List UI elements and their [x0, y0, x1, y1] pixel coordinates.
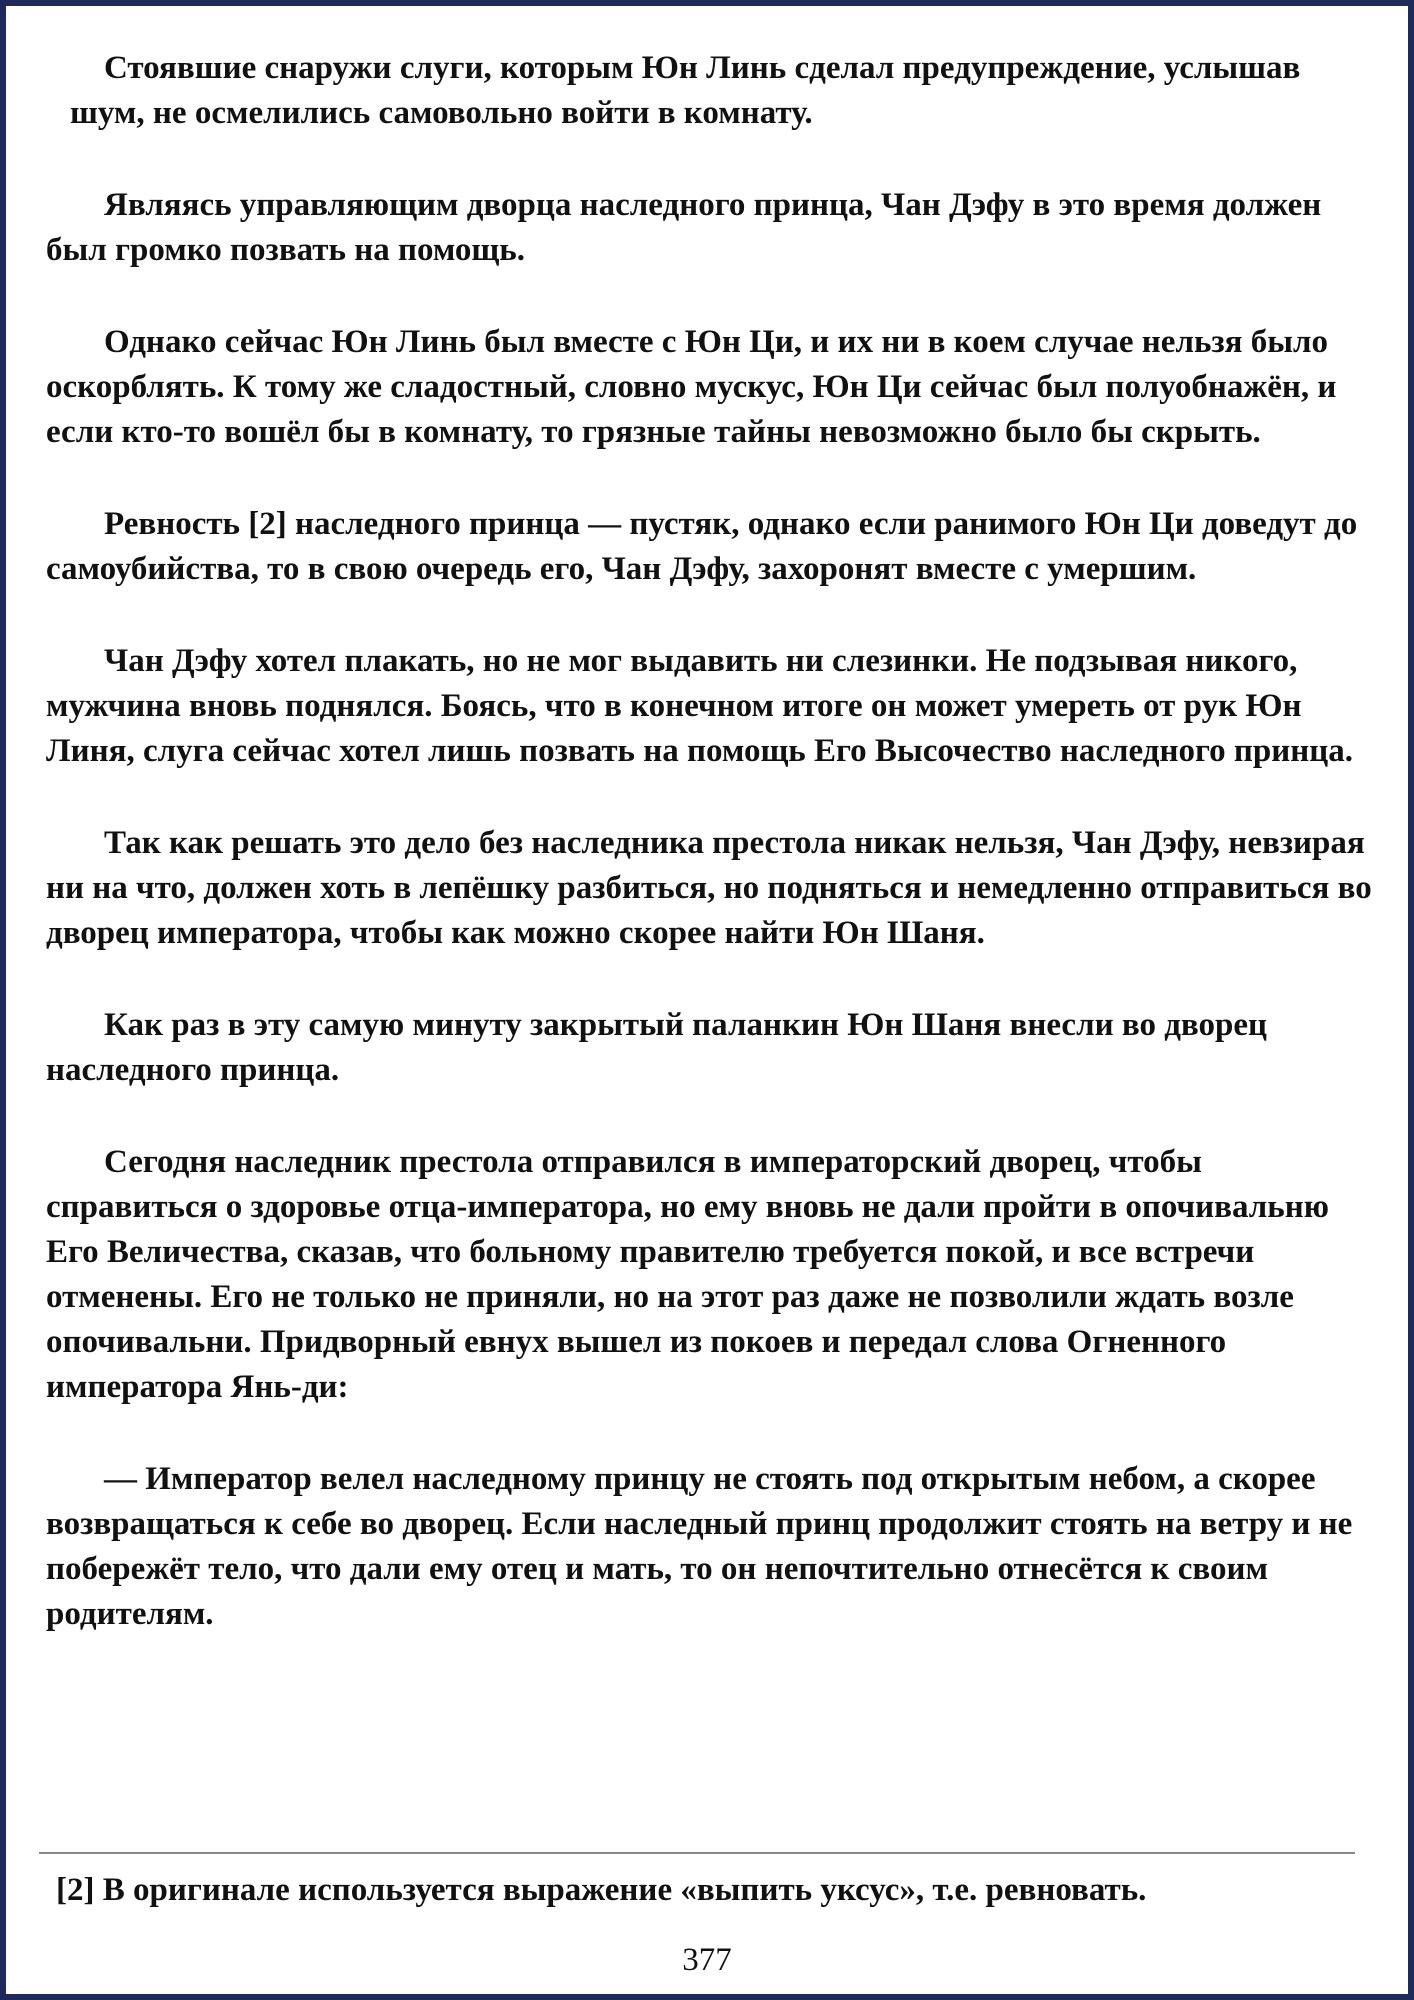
footnote: [2] В оригинале используется выражение «выпить уксус», т.е. ревновать. — [56, 1872, 1147, 1908]
paragraph-8: Сегодня наследник престола отправился в императорский дворец, чтобы справиться о здоровье отца-императора, но ему вновь не дали пройти в опочивальню Его Величества, сказав, что больному правителю требуется покой, и все встречи отменены. Его не только не приняли, но на этот раз даже не позволили ждать возле опочивальни. Придворный евнух вышел из покоев и передал слова Огненного императора Янь-ди: — [46, 1144, 1329, 1405]
paragraph-3: Однако сейчас Юн Линь был вместе с Юн Ци, и их ни в коем случае нельзя было оскорблять. К тому же сладостный, словно мускус, Юн Ци сейчас был полуобнажён, и если кто-то вошёл бы в комнату, то грязные тайны невозможно было бы скрыть. — [46, 324, 1337, 450]
paragraph-4: Ревность [2] наследного принца — пустяк, однако если ранимого Юн Ци доведут до самоубийства, то в свою очередь его, Чан Дэфу, захоронят вместе с умершим. — [46, 506, 1358, 587]
footnote-divider — [39, 1852, 1355, 1854]
page-number: 377 — [682, 1942, 732, 1978]
paragraph-2: Являясь управляющим дворца наследного принца, Чан Дэфу в это время должен был громко позвать на помощь. — [46, 187, 1322, 268]
paragraph-6: Так как решать это дело без наследника престола никак нельзя, Чан Дэфу, невзирая ни на что, должен хоть в лепёшку разбиться, но подняться и немедленно отправиться во дворец императора, чтобы как можно скорее найти Юн Шаня. — [46, 825, 1372, 951]
paragraph-5: Чан Дэфу хотел плакать, но не мог выдавить ни слезинки. Не подзывая никого, мужчина вновь поднялся. Боясь, что в конечном итоге он может умереть от рук Юн Линя, слуга сейчас хотел лишь позвать на помощь Его Высочество наследного принца. — [46, 643, 1354, 769]
paragraph-7: Как раз в эту самую минуту закрытый паланкин Юн Шаня внесли во дворец наследного принца. — [46, 1007, 1267, 1088]
paragraph-1: Стоявшие снаружи слуги, которым Юн Линь сделал предупреждение, услышав шум, не осмелились самовольно войти в комнату. — [70, 50, 1301, 131]
paragraph-9: — Император велел наследному принцу не стоять под открытым небом, а скорее возвращаться к себе во дворец. Если наследный принц продолжит стоять на ветру и не побережёт тело, что дали ему отец и мать, то он непочтительно отнесётся к своим родителям. — [46, 1461, 1353, 1632]
page-body — [46, 46, 1376, 1684]
